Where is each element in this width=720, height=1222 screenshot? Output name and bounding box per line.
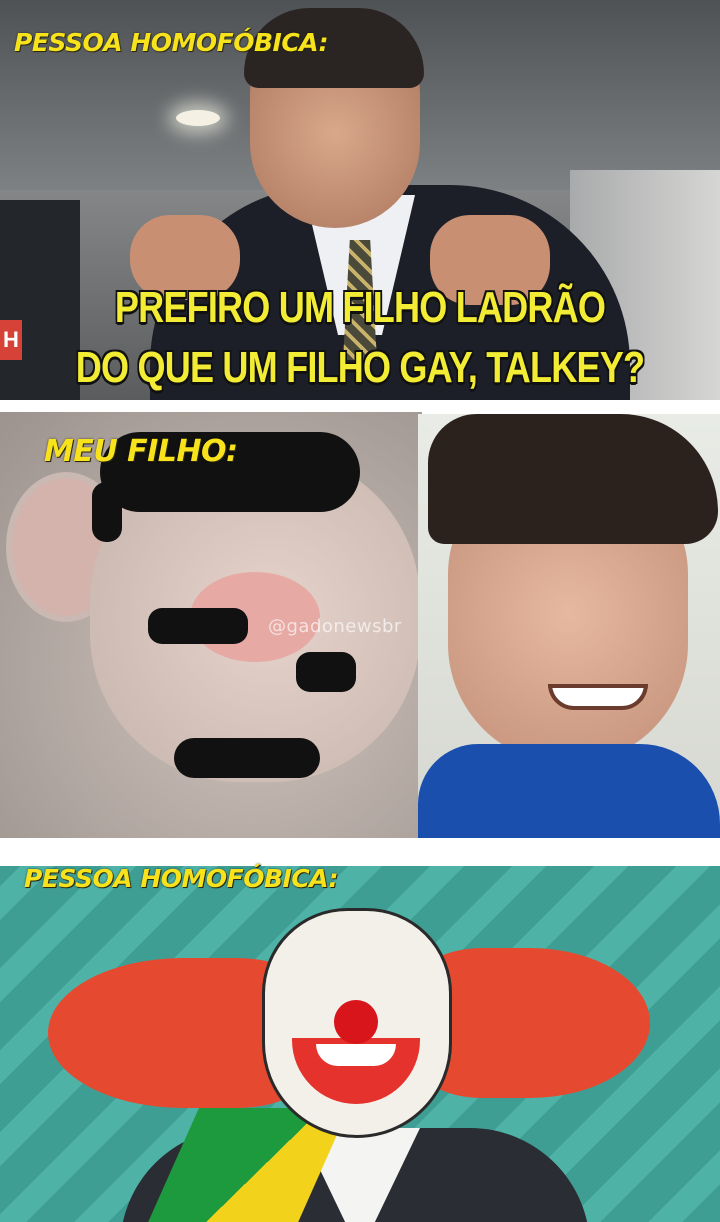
drawn-beard-scribble xyxy=(174,738,320,778)
drawn-mustache-left xyxy=(148,608,248,644)
quote-line-1: PREFIRO UM FILHO LADRÃO xyxy=(114,283,606,332)
quote-line-2: DO QUE UM FILHO GAY, TALKEY? xyxy=(75,343,645,392)
white-top-band xyxy=(0,838,720,866)
clown-teeth xyxy=(316,1044,396,1066)
panel-politician-photo xyxy=(0,0,720,400)
h-sign-icon: H xyxy=(0,320,22,360)
ceiling-lamp xyxy=(176,110,220,126)
young-man-smile xyxy=(548,684,648,710)
watermark-text: @gadonewsbr xyxy=(268,616,402,637)
young-man-photo xyxy=(418,414,720,838)
caption-my-son: MEU FILHO: xyxy=(44,434,238,469)
caption-homophobic-person-bottom: PESSOA HOMOFÓBICA: xyxy=(24,864,338,893)
panel-clown-illustration xyxy=(0,838,720,1222)
panel-son-comparison xyxy=(0,404,720,838)
drawn-sideburn-scribble xyxy=(92,482,122,542)
drawn-mustache-right xyxy=(296,652,356,692)
clown-nose xyxy=(334,1000,378,1044)
caption-homophobic-person-top: PESSOA HOMOFÓBICA: xyxy=(14,28,328,57)
young-man-hair xyxy=(428,414,718,544)
blue-shirt xyxy=(418,744,720,838)
